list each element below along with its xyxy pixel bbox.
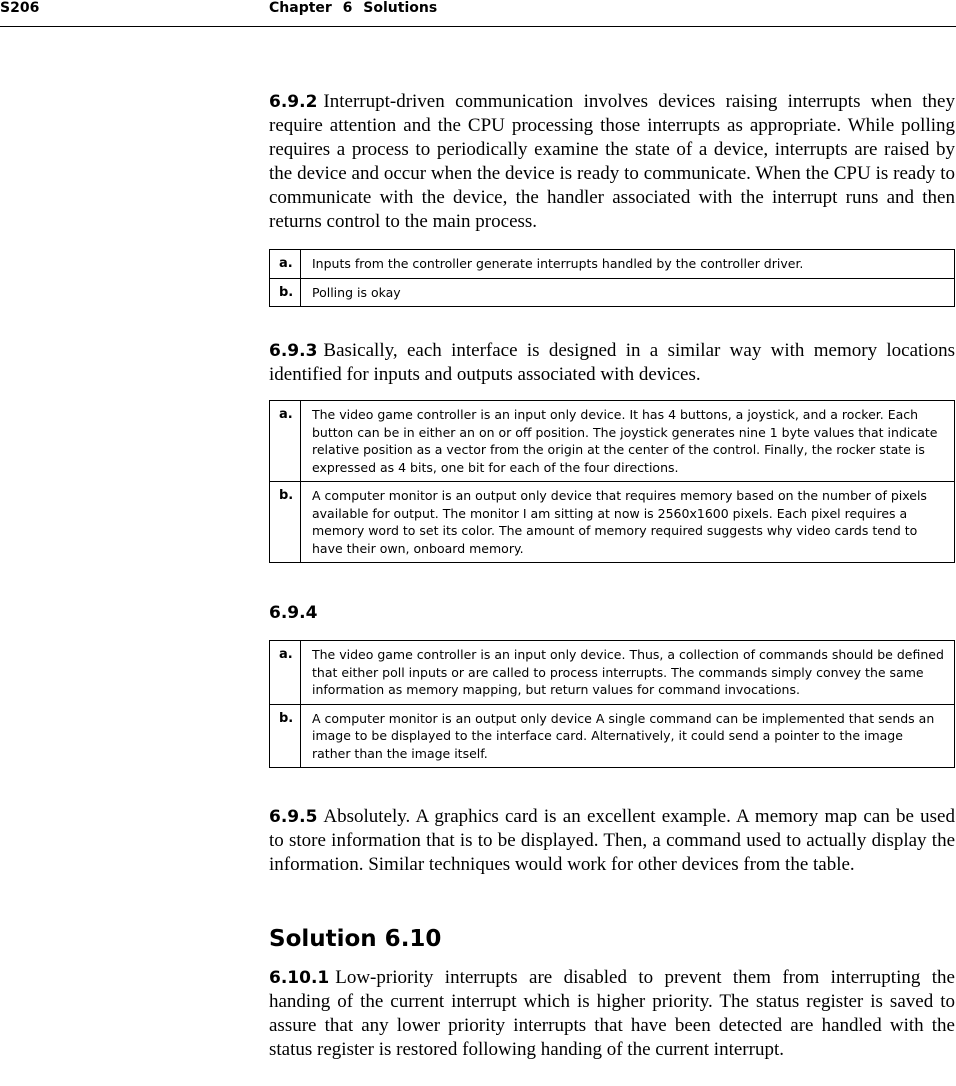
row-text: Polling is okay: [301, 278, 955, 307]
answer-table-6-9-3: [269, 400, 955, 563]
chapter-label: Chapter 6: [269, 0, 353, 16]
section-number: 6.10.1: [269, 968, 330, 988]
paragraph-6-9-2: [269, 90, 955, 234]
row-label: b.: [270, 704, 301, 768]
paragraph-text: Absolutely. A graphics card is an excellent example. A memory map can be used to store information that is to be displayed. Then, a command used to actually display the information. Similar techniques would work for other devices from the table.: [269, 806, 955, 875]
paragraph-text: Interrupt-driven communication involves devices raising interrupts when they require attention and the CPU processing those interrupts as appropriate. While polling requires a process to periodically examine the state of a device, interrupts are raised by the device and occur when the device is ready to communicate. When the CPU is ready to communicate with the device, the handler associated with the interrupt runs and then returns control to the main process.: [269, 91, 955, 232]
table-row: [270, 482, 955, 563]
solution-heading: Solution 6.10: [269, 926, 442, 952]
header-rule: [0, 26, 956, 27]
paragraph-6-9-5: [269, 805, 955, 877]
row-label: a.: [270, 401, 301, 482]
paragraph-6-10-1: [269, 966, 955, 1062]
page-number: S206: [0, 0, 40, 16]
row-label: a.: [270, 250, 301, 279]
table-row: [270, 641, 955, 705]
section-number: 6.9.5: [269, 807, 318, 827]
table-row: [270, 250, 955, 279]
section-number: 6.9.3: [269, 341, 318, 361]
table-row: [270, 401, 955, 482]
table-row: [270, 704, 955, 768]
paragraph-6-9-3: [269, 339, 955, 387]
row-text: Inputs from the controller generate interrupts handled by the controller driver.: [301, 250, 955, 279]
heading-6-9-4: 6.9.4: [269, 603, 318, 623]
row-text: A computer monitor is an output only device that requires memory based on the number of pixels available for output. The monitor I am sitting at now is 2560x1600 pixels. Each pixel requires a memory word to set its color. The amount of memory required suggests why video cards tend to have their own, onboard memory.: [301, 482, 955, 563]
row-text: The video game controller is an input only device. Thus, a collection of commands should be defined that either poll inputs or are called to process interrupts. The commands simply convey the same information as memory mapping, but return values for command invocations.: [301, 641, 955, 705]
answer-table-6-9-2: [269, 249, 955, 307]
row-text: The video game controller is an input only device. It has 4 buttons, a joystick, and a rocker. Each button can be in either an on or off position. The joystick generates nine 1 byte values that indicate relative position as a vector from the origin at the center of the control. Finally, the rocker state is expressed as 4 bits, one bit for each of the four directions.: [301, 401, 955, 482]
answer-table-6-9-4: [269, 640, 955, 768]
table-row: [270, 278, 955, 307]
section-number: 6.9.2: [269, 92, 318, 112]
running-header: [269, 0, 437, 16]
row-label: b.: [270, 482, 301, 563]
row-label: b.: [270, 278, 301, 307]
row-label: a.: [270, 641, 301, 705]
section-label: Solutions: [363, 0, 438, 16]
paragraph-text: Low-priority interrupts are disabled to prevent them from interrupting the handing of the current interrupt which is higher priority. The status register is saved to assure that any lower priority interrupts that have been detected are handled with the status register is restored following handing of the current interrupt.: [269, 967, 955, 1060]
paragraph-text: Basically, each interface is designed in a similar way with memory locations identified for inputs and outputs associated with devices.: [269, 340, 955, 385]
row-text: A computer monitor is an output only device A single command can be implemented that sends an image to be displayed to the interface card. Alternatively, it could send a pointer to the image rather than the image itself.: [301, 704, 955, 768]
